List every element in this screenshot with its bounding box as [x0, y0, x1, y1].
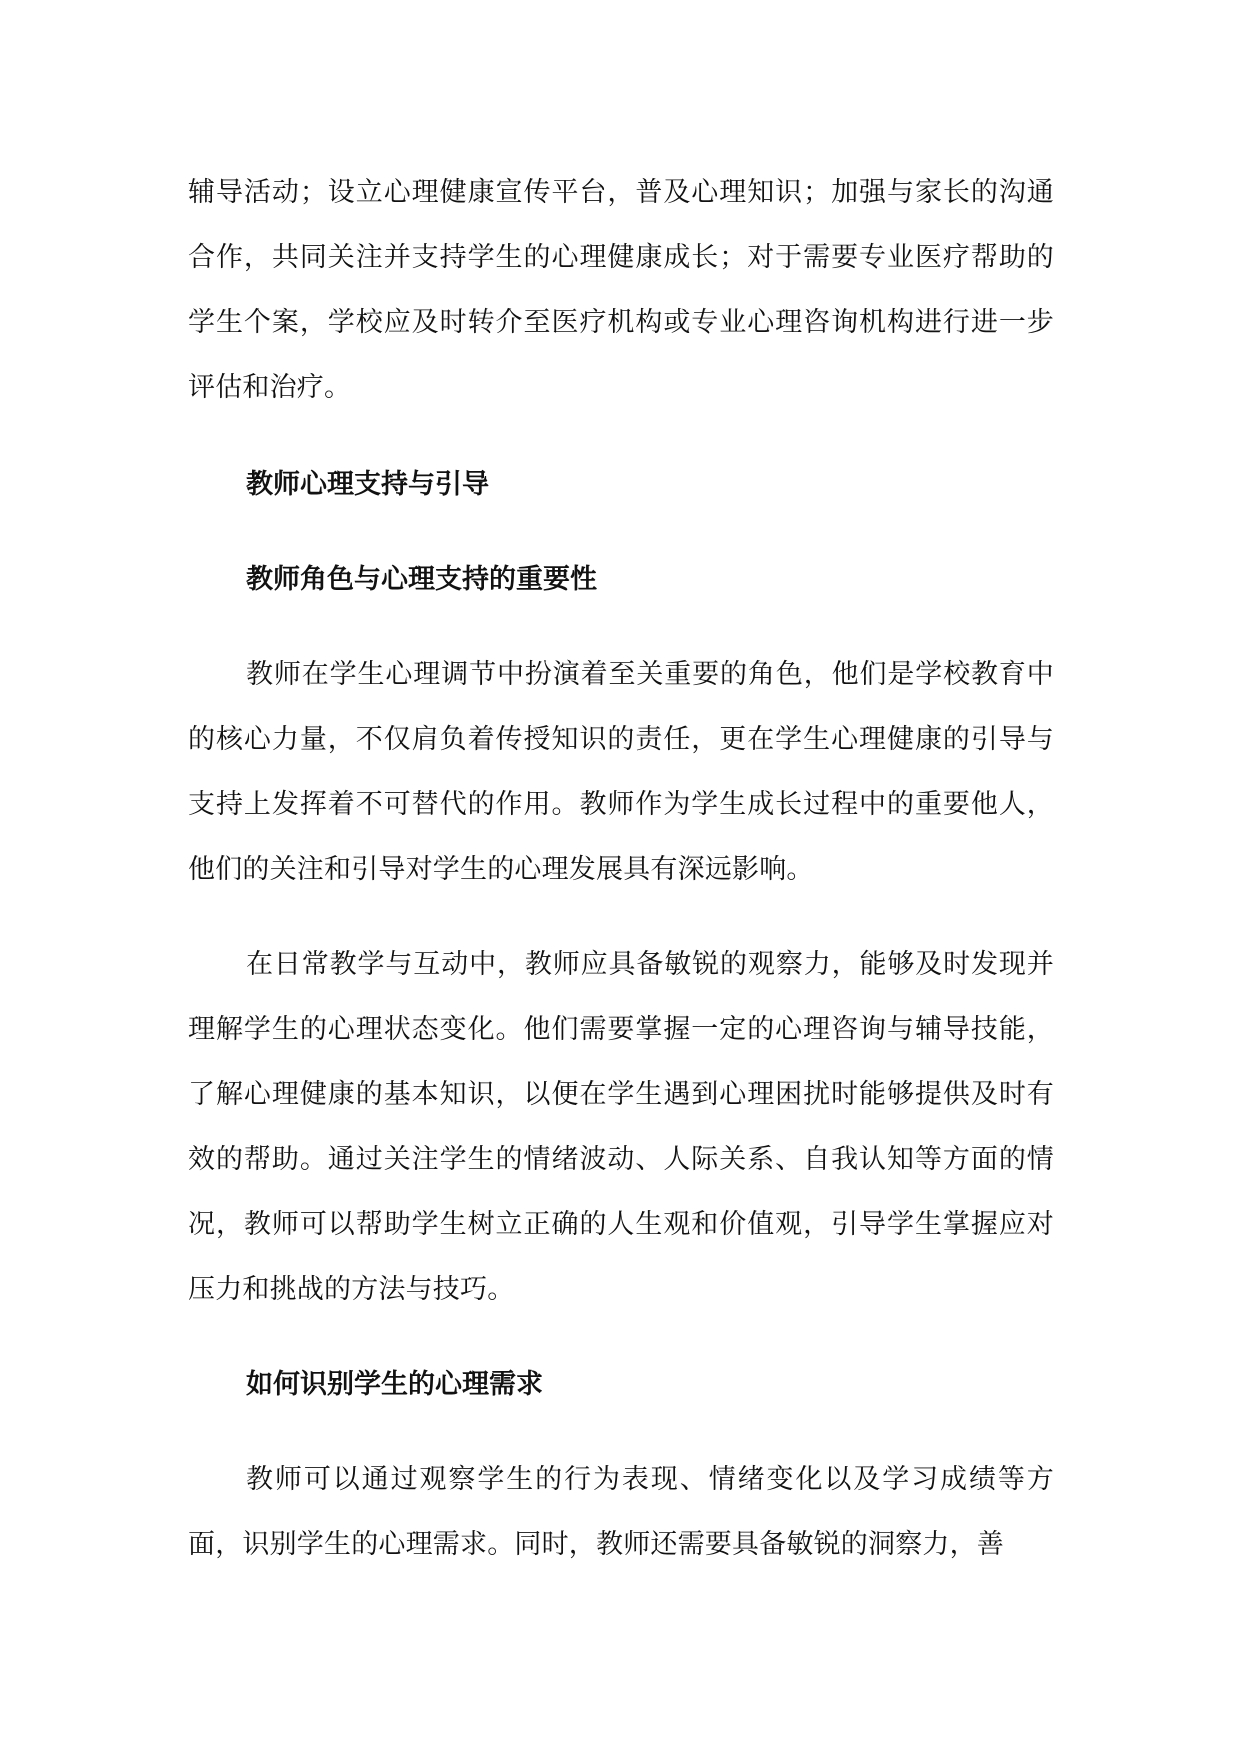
spacer	[188, 902, 1054, 932]
subsection-heading: 如何识别学生的心理需求	[246, 1369, 543, 1400]
subsection-heading: 教师角色与心理支持的重要性	[246, 564, 597, 595]
spacer	[188, 612, 1054, 642]
spacer	[188, 1322, 1054, 1352]
spacer	[188, 1417, 1054, 1447]
paragraph-continued: 辅导活动；设立心理健康宣传平台，普及心理知识；加强与家长的沟通合作，共同关注并支持学生的心理健康成长；对于需要专业医疗帮助的学生个案，学校应及时转介至医疗机构或专业心理咨询机构进行进一步评估和治疗。	[188, 177, 1054, 403]
paragraph: 在日常教学与互动中，教师应具备敏锐的观察力，能够及时发现并理解学生的心理状态变化。他们需要掌握一定的心理咨询与辅导技能，了解心理健康的基本知识，以便在学生遇到心理困扰时能够提供及时有效的帮助。通过关注学生的情绪波动、人际关系、自我认知等方面的情况，教师可以帮助学生树立正确的人生观和价值观，引导学生掌握应对压力和挑战的方法与技巧。	[188, 949, 1054, 1305]
spacer	[188, 420, 1054, 452]
paragraph: 教师在学生心理调节中扮演着至关重要的角色，他们是学校教育中的核心力量，不仅肩负着传授知识的责任，更在学生心理健康的引导与支持上发挥着不可替代的作用。教师作为学生成长过程中的重要他人，他们的关注和引导对学生的心理发展具有深远影响。	[188, 659, 1054, 885]
spacer	[188, 517, 1054, 547]
paragraph: 教师可以通过观察学生的行为表现、情绪变化以及学习成绩等方面，识别学生的心理需求。同时，教师还需要具备敏锐的洞察力，善	[188, 1464, 1054, 1560]
document-body	[188, 160, 1054, 1577]
section-heading: 教师心理支持与引导	[246, 469, 489, 500]
